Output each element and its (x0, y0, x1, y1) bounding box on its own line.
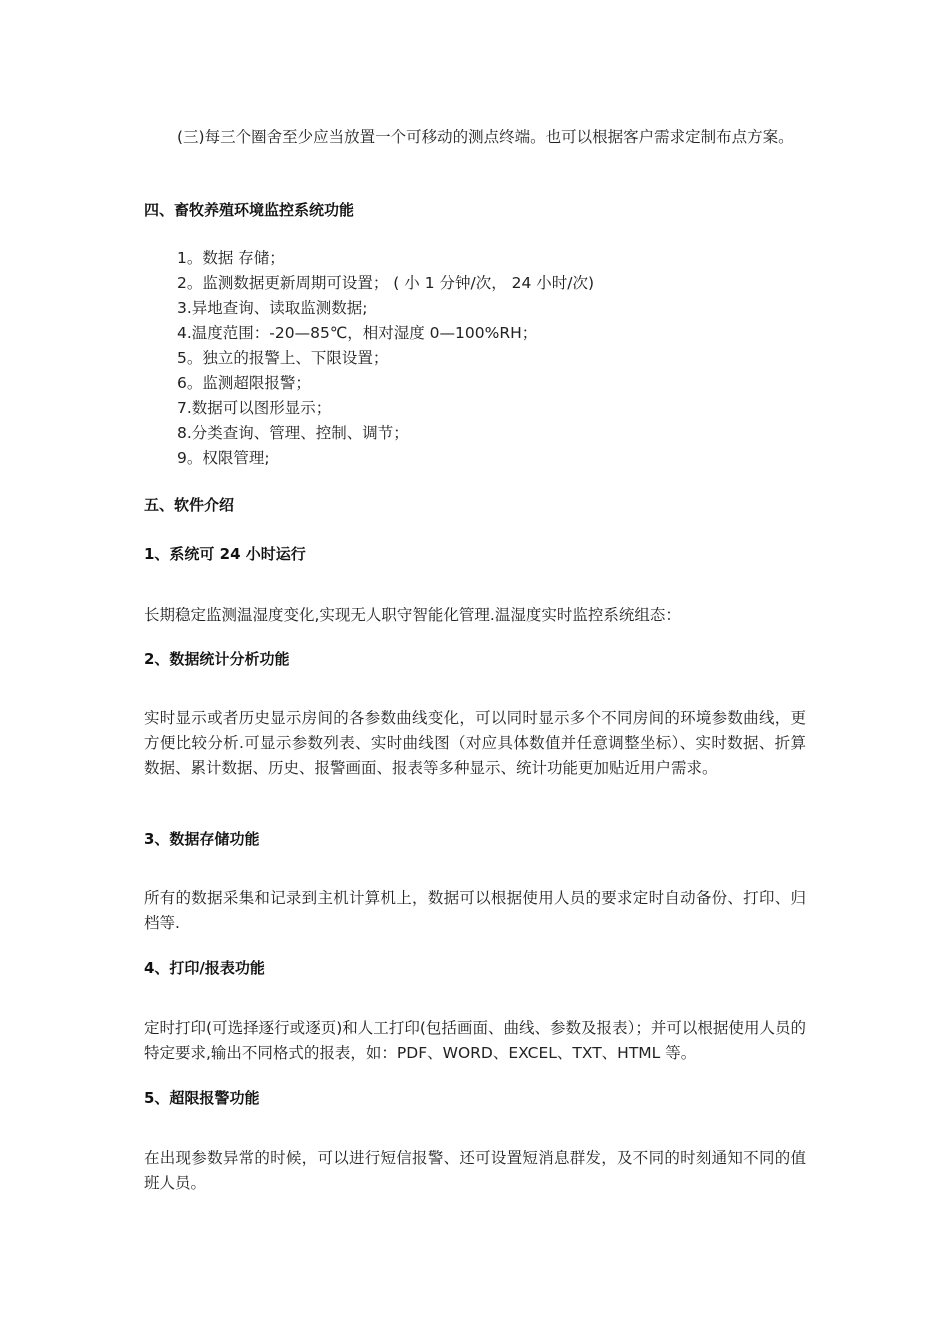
subheading-print: 4、打印/报表功能 (144, 959, 265, 977)
paragraph-print: 定时打印(可选择逐行或逐页)和人工打印(包括画面、曲线、参数及报表）；并可以根据使用人员的特定要求,输出不同格式的报表，如：PDF、WORD、EXCEL、TXT、HTML 等。 (144, 1019, 806, 1062)
subheading-statistics: 2、数据统计分析功能 (144, 650, 290, 668)
list-item: 5。独立的报警上、下限设置； (177, 349, 389, 367)
list-item: 2。监测数据更新周期可设置； ( 小 1 分钟/次， 24 小时/次) (177, 274, 595, 292)
paragraph-storage: 所有的数据采集和记录到主机计算机上，数据可以根据使用人员的要求定时自动备份、打印、归档等. (144, 889, 806, 932)
subheading-alarm: 5、超限报警功能 (144, 1089, 260, 1107)
paragraph-24h: 长期稳定监测温湿度变化,实现无人职守智能化管理.温湿度实时监控系统组态： (144, 606, 681, 624)
paragraph-alarm: 在出现参数异常的时候，可以进行短信报警、还可设置短消息群发，及不同的时刻通知不同的值班人员。 (144, 1149, 806, 1192)
list-item: 4.温度范围：-20—85℃，相对湿度 0—100%RH； (177, 324, 538, 342)
list-item: 3.异地查询、读取监测数据; (177, 299, 368, 317)
list-item: 1。数据 存储； (177, 249, 285, 267)
section-heading-4: 四、畜牧养殖环境监控系统功能 (144, 201, 355, 219)
subheading-24h: 1、系统可 24 小时运行 (144, 545, 306, 563)
list-item: 8.分类查询、管理、控制、调节； (177, 424, 409, 442)
list-item: 9。权限管理; (177, 449, 270, 467)
subheading-storage: 3、数据存储功能 (144, 830, 260, 848)
paragraph-statistics: 实时显示或者历史显示房间的各参数曲线变化，可以同时显示多个不同房间的环境参数曲线，更方便比较分析.可显示参数列表、实时曲线图（对应具体数值并任意调整坐标）、实时数据、折算数据、累计数据、历史、报警画面、报表等多种显示、统计功能更加贴近用户需求。 (144, 709, 806, 777)
section-heading-5: 五、软件介绍 (144, 496, 235, 514)
function-list (177, 246, 777, 471)
list-item: 7.数据可以图形显示； (177, 399, 332, 417)
paragraph-layout-plan: (三)每三个圈舍至少应当放置一个可移动的测点终端。也可以根据客户需求定制布点方案。 (177, 128, 794, 146)
list-item: 6。监测超限报警； (177, 374, 311, 392)
